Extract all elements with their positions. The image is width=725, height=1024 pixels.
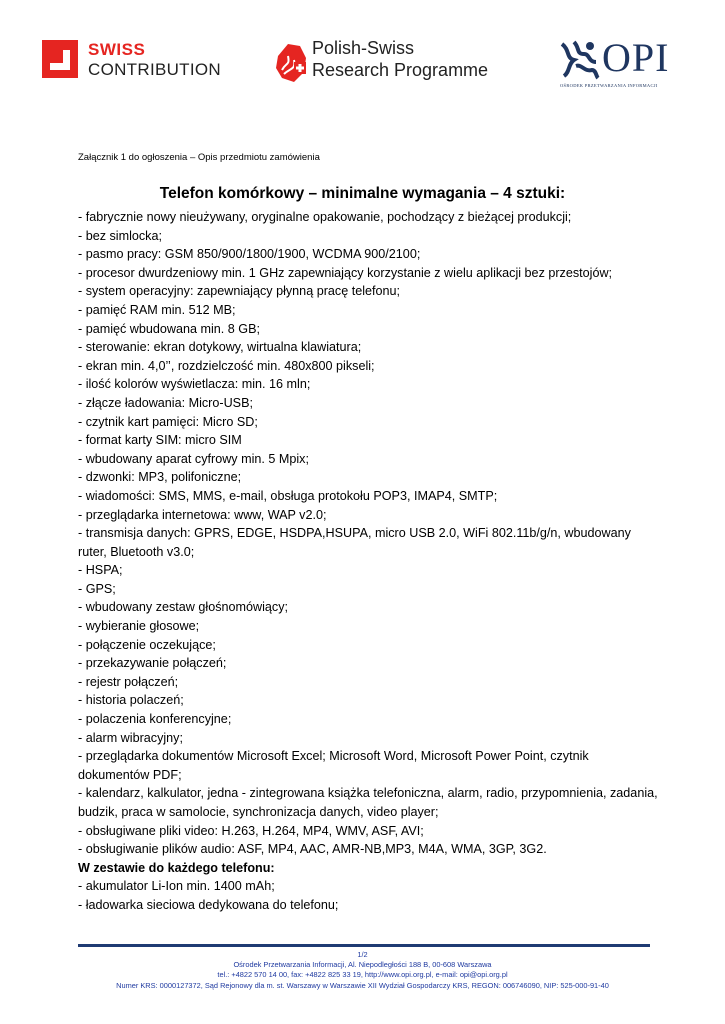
requirement-item: - obsługiwanie plików audio: ASF, MP4, AAC, AMR-NB,MP3, M4A, WMA, 3GP, 3G2.: [78, 842, 547, 857]
requirement-item: - wybieranie głosowe;: [78, 619, 200, 634]
kit-heading: W zestawie do każdego telefonu:: [78, 860, 275, 875]
requirement-item: - ekran min. 4,0’’, rozdzielczość min. 480x800 pikseli;: [78, 358, 375, 373]
page-number: 1/2: [357, 950, 368, 959]
swiss-logo-line2: CONTRIBUTION: [88, 60, 221, 79]
kit-item: - ładowarka sieciowa dedykowana do telefonu;: [78, 897, 339, 912]
requirement-item: - polaczenia konferencyjne;: [78, 712, 232, 727]
footer-registry: Numer KRS: 0000127372, Sąd Rejonowy dla m. st. Warszawy w Warszawie XII Wydział Gospodarczy KRS, REGON: 006746090, NIP: 525-000-91-40: [116, 981, 609, 990]
requirement-item: - przeglądarka dokumentów Microsoft Excel; Microsoft Word, Microsoft Power Point, czytnik dokumentów PDF;: [78, 749, 589, 782]
requirement-item: - format karty SIM: micro SIM: [78, 433, 242, 448]
requirement-item: - połączenie oczekujące;: [78, 637, 216, 652]
opi-logo-subtitle: OŚRODEK PRZETWARZANIA INFORMACJI: [560, 83, 658, 88]
footer-divider: [78, 944, 650, 947]
opi-logo-text: OPI: [602, 35, 670, 80]
polish-swiss-research-programme-logo: [274, 38, 514, 86]
requirement-item: - wbudowany zestaw głośnomówiący;: [78, 600, 288, 615]
opi-logo: [560, 35, 690, 92]
document-title: Telefon komórkowy – minimalne wymagania – 4 sztuki:: [159, 185, 566, 202]
requirement-item: - bez simlocka;: [78, 228, 162, 243]
requirement-item: - przeglądarka internetowa: www, WAP v2.0;: [78, 507, 327, 522]
kit-item: - akumulator Li-Ion min. 1400 mAh;: [78, 879, 275, 894]
annex-label: Załącznik 1 do ogłoszenia – Opis przedmiotu zamówienia: [78, 152, 320, 163]
opi-emblem-icon: [560, 40, 600, 80]
swiss-cross-icon: [42, 40, 78, 78]
requirement-item: - sterowanie: ekran dotykowy, wirtualna klawiatura;: [78, 340, 362, 355]
requirement-item: - pasmo pracy: GSM 850/900/1800/1900, WCDMA 900/2100;: [78, 247, 421, 262]
requirement-item: - procesor dwurdzeniowy min. 1 GHz zapewniający korzystanie z wielu aplikacji bez przestojów;: [78, 265, 613, 280]
requirement-item: - ilość kolorów wyświetlacza: min. 16 mln;: [78, 377, 311, 392]
requirement-item: - pamięć RAM min. 512 MB;: [78, 302, 236, 317]
requirement-item: - historia polaczeń;: [78, 693, 184, 708]
requirement-item: - HSPA;: [78, 563, 123, 578]
psrp-logo-line1: Polish-Swiss: [312, 38, 415, 58]
requirement-item: - pamięć wbudowana min. 8 GB;: [78, 321, 260, 336]
requirement-item: - wiadomości: SMS, MMS, e-mail, obsługa protokołu POP3, IMAP4, SMTP;: [78, 488, 498, 503]
requirement-item: - wbudowany aparat cyfrowy min. 5 Mpix;: [78, 451, 309, 466]
requirement-item: - system operacyjny: zapewniający płynną pracę telefonu;: [78, 284, 401, 299]
footer-address: Ośrodek Przetwarzania Informacji, Al. Niepodległości 188 B, 00-608 Warszawa: [233, 960, 492, 969]
requirement-item: - rejestr połączeń;: [78, 674, 179, 689]
requirement-item: - transmisja danych: GPRS, EDGE, HSDPA,HSUPA, micro USB 2.0, WiFi 802.11b/g/n, wbudowany ruter, Bluetooth v3.0;: [78, 526, 631, 559]
swiss-logo-line1: SWISS: [88, 40, 146, 59]
requirement-item: - czytnik kart pamięci: Micro SD;: [78, 414, 258, 429]
footer-contact: tel.: +4822 570 14 00, fax: +4822 825 33 19, http://www.opi.org.pl, e-mail: opi@opi.org.pl: [217, 970, 508, 979]
requirement-item: - kalendarz, kalkulator, jedna - zintegrowana książka telefoniczna, alarm, radio, przypomnienia, zadania, budzik, praca w samolocie, synchronizacja danych, video player;: [78, 786, 658, 819]
requirement-item: - fabrycznie nowy nieużywany, oryginalne opakowanie, pochodzący z bieżącej produkcji;: [78, 210, 572, 224]
requirement-item: - GPS;: [78, 581, 116, 596]
requirement-item: - dzwonki: MP3, polifoniczne;: [78, 470, 242, 485]
requirement-item: - przekazywanie połączeń;: [78, 656, 227, 671]
requirements-list: [78, 208, 658, 915]
psrp-logo-line2: Research Programme: [312, 60, 489, 80]
swiss-contribution-logo: [42, 40, 242, 84]
requirement-item: - złącze ładowania: Micro-USB;: [78, 395, 253, 410]
psrp-emblem-icon: [274, 40, 308, 84]
requirement-item: - obsługiwane pliki video: H.263, H.264, MP4, WMV, ASF, AVI;: [78, 823, 424, 838]
requirement-item: - alarm wibracyjny;: [78, 730, 183, 745]
